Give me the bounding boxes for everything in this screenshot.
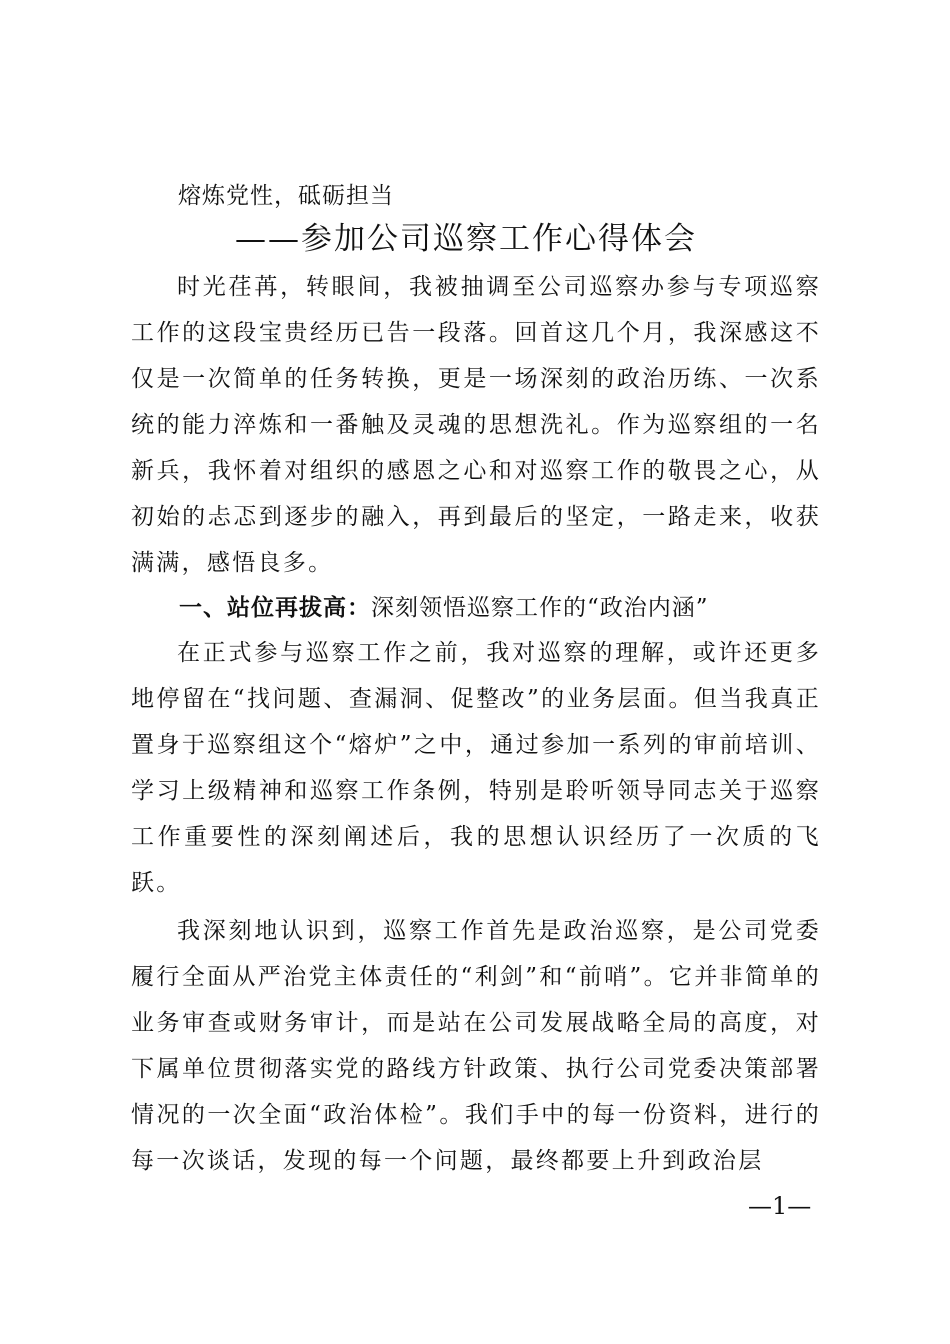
section-heading (179, 585, 709, 631)
section-paragraph: 我深刻地认识到，巡察工作首先是政治巡察，是公司党委履行全面从严治党主体责任的“利剑”和“前哨”。它并非简单的业务审查或财务审计，而是站在公司发展战略全局的高度，对下属单位贯彻落实党的路线方针政策、执行公司党委决策部署情况的一次全面“政治体检”。我们手中的每一份资料，进行的每一次谈话，发现的每一个问题，最终都要上升到政治层 (131, 918, 821, 1174)
document-title: 熔炼党性，砥砺担当 (178, 183, 394, 209)
document-subtitle: ——参加公司巡察工作心得体会 (235, 221, 697, 257)
section-heading-lead: 一、站位再拔高： (179, 595, 371, 621)
intro-paragraph: 时光荏苒，转眼间，我被抽调至公司巡察办参与专项巡察工作的这段宝贵经历已告一段落。回首这几个月，我深感这不仅是一次简单的任务转换，更是一场深刻的政治历练、一次系统的能力淬炼和一番触及灵魂的思想洗礼。作为巡察组的一名新兵，我怀着对组织的感恩之心和对巡察工作的敬畏之心，从初始的忐忑到逐步的融入，再到最后的坚定，一路走来，收获满满，感悟良多。 (131, 274, 821, 576)
section-heading-text: 深刻领悟巡察工作的“政治内涵” (371, 595, 709, 621)
section-paragraph: 在正式参与巡察工作之前，我对巡察的理解，或许还更多地停留在“找问题、查漏洞、促整改”的业务层面。但当我真正置身于巡察组这个“熔炉”之中，通过参加一系列的审前培训、学习上级精神和巡察工作条例，特别是聆听领导同志关于巡察工作重要性的深刻阐述后，我的思想认识经历了一次质的飞跃。 (131, 640, 821, 896)
page-number: —1— (748, 1192, 812, 1220)
